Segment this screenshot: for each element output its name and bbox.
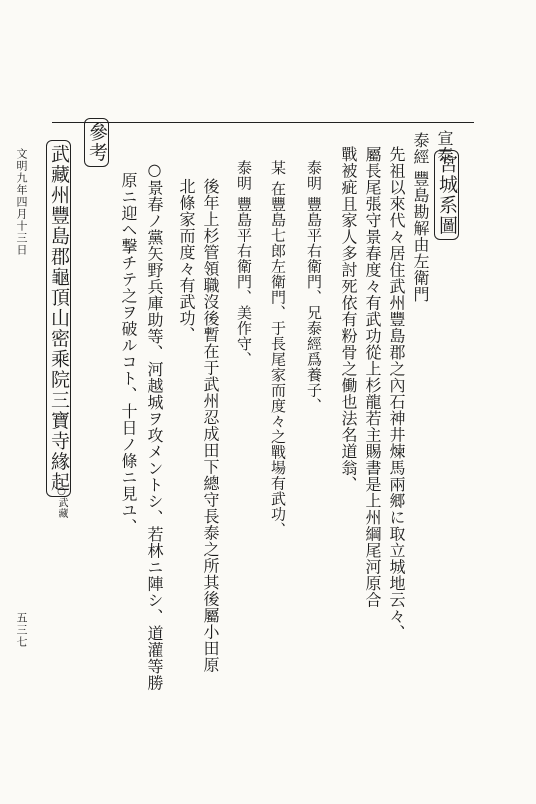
genealogy-line-9: 後年上杉管領職沒後暫在于武州忍成田下總守長泰之所其後屬小田原 bbox=[201, 178, 220, 673]
date-line: 文明九年四月十三日 bbox=[15, 148, 28, 256]
genealogy-line-1: 宣泰 bbox=[435, 130, 454, 163]
genealogy-line-5: 戰被疵且家人多討死依有粉骨之働也法名道翁、 bbox=[339, 146, 358, 493]
genealogy-line-2: 泰經 豐島勘解由左衛門 bbox=[411, 132, 430, 303]
genealogy-line-6: 泰明 豐島平右衛門、兄泰經爲養子、 bbox=[305, 160, 323, 414]
genealogy-line-4: 屬長尾張守景春度々有武功從上杉龍若主賜書是上州綱尾河原合 bbox=[363, 146, 382, 608]
genealogy-line-10: 北條家而度々有武功、 bbox=[177, 178, 196, 343]
reference-label: 參考 bbox=[84, 118, 109, 167]
top-rule bbox=[52, 122, 474, 123]
reference-note-line-2: 原ニ迎ヘ撃チテ之ヲ破ルコト、十日ノ條ニ見ユ、 bbox=[119, 172, 138, 535]
page-number: 五三七 bbox=[15, 612, 28, 648]
reference-note-line-1: ○景春ノ黨矢野兵庫助等、河越城ヲ攻メントシ、若林ニ陣シ、道灌等勝 bbox=[145, 160, 164, 691]
source-title: 武藏州豐島郡龜頂山密乘院三寶寺緣起 bbox=[46, 140, 71, 497]
genealogy-line-8: 泰明 豐島平右衛門、美作守、 bbox=[235, 160, 253, 367]
source-note: ○武藏 bbox=[56, 486, 67, 519]
header-title: 宮城系圖 bbox=[434, 150, 459, 240]
genealogy-line-7: 某 在豐島七郎左衛門、于長尾家而度々之戰場有武功、 bbox=[269, 160, 287, 538]
genealogy-line-3: 先祖以來代々居住武州豐島郡之內石神井煉馬兩郷に取立城地云々、 bbox=[387, 146, 406, 641]
